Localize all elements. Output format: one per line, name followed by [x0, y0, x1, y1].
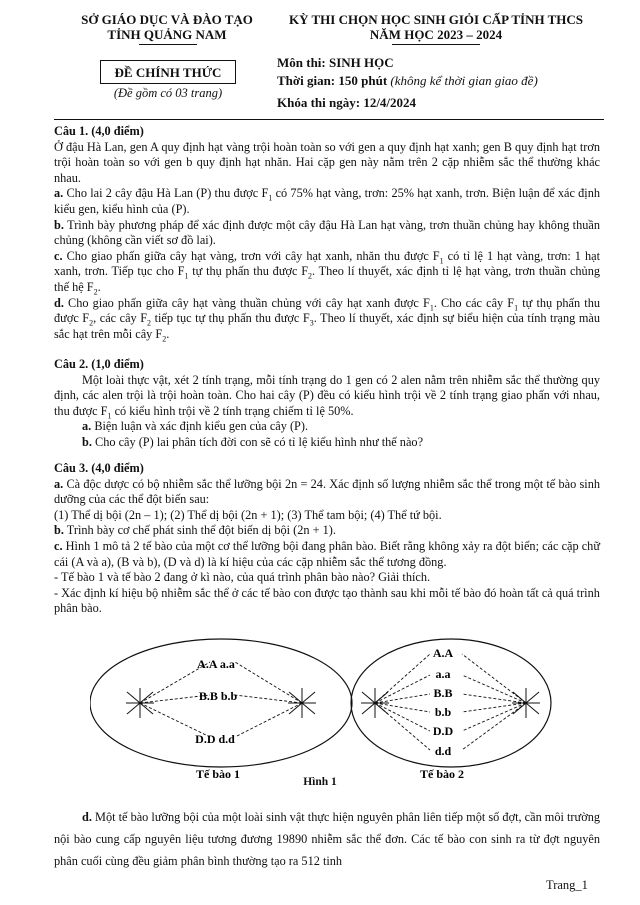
- part-d-text: Một tế bào lưỡng bội của một loài sinh vật thực hiện nguyên phân liên tiếp một số đợt, cần môi trường nội bào cung cấp nguyên liệu tương đương 19890 nhiễm sắc thể đơn. Các tế bào con sinh ra từ đợt nguyên phân cuối cùng đều giảm phân bình thường tạo ra 512 tinh: [54, 810, 600, 868]
- question-1-part-a: [54, 186, 600, 217]
- exam-title-line-2: NĂM HỌC 2023 – 2024: [369, 27, 503, 42]
- question-2-part-a: [54, 419, 600, 435]
- subscript: 2: [162, 334, 167, 344]
- part-a-text: Cà độc dược có bộ nhiễm sắc thể lưỡng bội 2n = 24. Xác định số lượng nhiễm sắc thể trong một tế bào sinh dưỡng của các thể đột biến sau:: [54, 476, 600, 507]
- question-1-part-c: [54, 249, 600, 296]
- exam-info: [277, 54, 538, 112]
- part-a-text: Biện luận và xác định kiểu gen của cây (P).: [94, 419, 309, 434]
- part-c-text: Hình 1 mô tả 2 tế bào của một cơ thể lưỡng bội đang phân bào. Biết rằng không xảy ra đột biến; các cặp chữ cái (A và a), (B và b), (D và d) là kí hiệu của các cặp nhiễm sắc thể tương đồng.: [54, 538, 601, 569]
- official-label: ĐỀ CHÍNH THỨC: [114, 65, 222, 80]
- figure-caption: Hình 1: [303, 776, 337, 788]
- official-badge: [100, 60, 236, 84]
- cell-1-pair-d: D.D d.d: [195, 732, 235, 746]
- part-d-label: d.: [82, 810, 92, 824]
- department-line-2: TỈNH QUẢNG NAM: [107, 27, 227, 42]
- part-b-text: Cho cây (P) lai phân tích đời con sẽ có tỉ lệ kiểu hình như thế nào?: [95, 434, 424, 449]
- time-note: (không kể thời gian giao đề): [390, 73, 538, 88]
- part-c-text-1: Cho giao phấn giữa cây hạt vàng, trơn với cây hạt xanh, nhăn thu được F: [66, 248, 440, 263]
- subscript: 2: [93, 287, 98, 297]
- header-left-rule: [139, 44, 197, 45]
- subscript: 1: [107, 411, 112, 421]
- question-1: [54, 124, 600, 342]
- part-a-text-1: Cho lai 2 cây đậu Hà Lan (P) thu được F: [66, 186, 269, 201]
- question-3-title: Câu 3. (4,0 điểm): [54, 461, 144, 475]
- question-3-part-c-item-1: - Tế bào 1 và tế bào 2 đang ở kì nào, của quá trình phân bào nào? Giải thích.: [54, 570, 431, 585]
- question-3-part-c-item-2: - Xác định kí hiệu bộ nhiễm sắc thể ở các tế bào con được tạo thành sau khi mỗi tế bào đó hoàn tất cả quá trình phân bào.: [54, 585, 600, 616]
- cell-2-chromosome-5: D.D: [432, 724, 454, 738]
- question-3: [54, 461, 600, 617]
- time-line: [277, 72, 538, 90]
- department-line-1: SỞ GIÁO DỤC VÀ ĐÀO TẠO: [81, 12, 253, 27]
- question-2-part-b: [54, 435, 600, 451]
- subject-line: Môn thi: SINH HỌC: [277, 55, 394, 70]
- subscript: 2: [308, 271, 313, 281]
- subscript: 3: [309, 318, 314, 328]
- figure-1: [90, 632, 590, 788]
- part-b-text: Trình bày phương pháp để xác định được một cây đậu Hà Lan hạt vàng, trơn thuần chủng hay không thuần chủng (không cần viết sơ đồ lai).: [54, 217, 600, 248]
- part-b-label: b.: [54, 523, 64, 538]
- part-a-label: a.: [54, 186, 64, 201]
- question-1-part-b: [54, 218, 600, 249]
- cell-2-chromosome-1: A.A: [432, 646, 454, 660]
- question-2-title: Câu 2. (1,0 điểm): [54, 357, 144, 371]
- question-2-intro-1: Một loài thực vật, xét 2 tính trạng, mỗi tính trạng do 1 gen có 2 alen nằm trên nhiễm sắc thể thường quy định, các alen trội là trội hoàn toàn. Cho hai cây (P) đều có kiểu hình trội về 2 tính trạng giao phấn với nhau, thu được F: [54, 372, 600, 418]
- question-3-part-b: [54, 523, 600, 539]
- part-b-label: b.: [54, 217, 64, 232]
- subscript: 1: [268, 193, 273, 203]
- part-c-label: c.: [54, 248, 63, 263]
- time-label: Thời gian: 150 phút: [277, 73, 388, 88]
- subscript: 1: [184, 271, 189, 281]
- part-c-text-3: tự thụ phấn thu được F: [192, 264, 309, 279]
- part-b-label: b.: [82, 434, 92, 449]
- part-c-text-2: có tỉ lệ 1 hạt vàng, trơn: 1 hạt xanh, trơn. Tiếp tục cho F: [54, 248, 600, 279]
- department-name: [58, 12, 276, 42]
- part-c-label: c.: [54, 538, 63, 553]
- question-3-part-c: [54, 539, 600, 570]
- part-c-text-4: . Theo lí thuyết, xác định tỉ lệ hạt vàng, trơn thuần chủng thế hệ F: [54, 264, 601, 294]
- question-2-intro-2: có kiểu hình trội về 2 tính trạng chiếm tỉ lệ 50%.: [114, 403, 354, 418]
- question-3-part-a-list: (1) Thể dị bội (2n – 1); (2) Thể dị bội (2n + 1); (3) Thể tam bội; (4) Thể tứ bội.: [54, 507, 442, 522]
- subscript: 1: [429, 302, 434, 312]
- subscript: 2: [147, 318, 152, 328]
- part-a-text-2: có 75% hạt vàng, trơn: 25% hạt xanh, trơn. Biện luận để xác định kiểu gen, kiểu hình của (P).: [54, 186, 600, 216]
- exam-title: [276, 12, 596, 42]
- part-d-label: d.: [54, 295, 64, 310]
- question-1-title: Câu 1. (4,0 điểm): [54, 124, 144, 138]
- page-number: Trang_1: [546, 878, 588, 892]
- subscript: 1: [514, 302, 519, 312]
- subscript: 2: [89, 318, 94, 328]
- part-d-text-7: .: [166, 326, 170, 341]
- question-3-part-a: [54, 477, 600, 508]
- question-2: [54, 357, 600, 451]
- cell-2-chromosome-4: b.b: [434, 705, 452, 719]
- part-d-text-3: tự thụ phấn thu được F: [54, 295, 600, 326]
- exam-date-line: Khóa thi ngày: 12/4/2024: [277, 95, 417, 110]
- cell-1: [90, 639, 352, 767]
- part-d-text-2: . Cho các cây F: [433, 295, 515, 310]
- part-d-text-5: tiếp tục tự thụ phấn thu được F: [154, 311, 310, 326]
- question-1-part-d: [54, 296, 600, 343]
- part-d-text-6: . Theo lí thuyết, xác định sự biểu hiện của tính trạng màu sắc hạt trên mỗi cây F: [54, 311, 601, 341]
- header-divider: [54, 119, 604, 120]
- cell-1-pair-a: A.A a.a: [197, 657, 235, 671]
- header-right-rule: [392, 44, 480, 45]
- cell-2-chromosome-2: a.a: [435, 667, 451, 681]
- part-c-text-5: .: [97, 279, 101, 294]
- cell-2-label: Tế bào 2: [419, 767, 465, 781]
- subscript: 1: [439, 256, 444, 266]
- part-b-text: Trình bày cơ chế phát sinh thể đột biến dị bội (2n + 1).: [66, 523, 336, 538]
- part-a-label: a.: [82, 419, 92, 434]
- cell-2-chromosome-3: B.B: [433, 686, 453, 700]
- question-3-part-d: [54, 806, 600, 872]
- part-a-label: a.: [54, 476, 64, 491]
- exam-title-line-1: KỲ THI CHỌN HỌC SINH GIỎI CẤP TỈNH THCS: [288, 12, 583, 27]
- cell-1-pair-b: B.B b.b: [198, 689, 238, 703]
- cell-1-label: Tế bào 1: [195, 767, 241, 781]
- pages-note: (Đề gồm có 03 trang): [113, 86, 223, 100]
- cell-2-chromosome-6: d.d: [434, 744, 452, 758]
- part-d-text-4: , các cây F: [93, 311, 148, 326]
- question-3-part-d-text: [54, 806, 600, 872]
- cell-2: [351, 639, 551, 767]
- question-2-intro: [54, 373, 600, 420]
- part-d-text-1: Cho giao phấn giữa cây hạt vàng thuần chủng với cây hạt xanh được F: [68, 295, 430, 310]
- question-1-intro: Ở đậu Hà Lan, gen A quy định hạt vàng trội hoàn toàn so với gen a quy định hạt xanh; gen B quy định hạt trơn trội hoàn toàn so với gen b quy định hạt nhăn. Hai cặp gen này nằm trên 2 cặp nhiễm sắc thể thường khác nhau.: [54, 139, 600, 185]
